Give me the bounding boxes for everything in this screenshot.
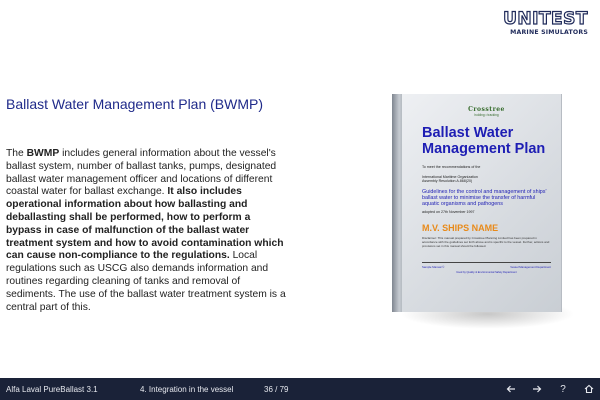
page-counter: 36 / 79 (264, 384, 289, 394)
cover-guideline: Guidelines for the control and management of ships' ballast water to minimise the transfer of harmful aquatic organisms and pathogens (422, 188, 547, 208)
bottom-nav-bar (0, 378, 600, 400)
nav-controls (504, 382, 596, 396)
logo-brand: UNITEST (503, 9, 588, 29)
help-icon[interactable]: ? (560, 383, 566, 395)
cover-intro: To meet the recommendations of the (422, 165, 481, 169)
text-run: Local regulations such as USCG also demands information and routines regarding cleaning of tanks and removal of sediments. The use of the ballast water treatment system is a central part of this. (6, 250, 286, 313)
cover-org-line2: Assembly Resolution A.868(20) (422, 179, 473, 184)
back-arrow-icon[interactable] (504, 382, 518, 396)
publisher-sub: holding • tracking (474, 113, 499, 117)
cover-divider (422, 262, 551, 263)
cover-title-line1: Ballast Water (422, 125, 514, 141)
cover-title (422, 125, 551, 157)
cover-org-line1: International Maritime Organization (422, 174, 478, 179)
text-run: The (6, 148, 27, 159)
bwmp-book-image (392, 94, 562, 329)
cover-adopted: adopted on 27th November 1997 (422, 210, 475, 215)
section-title: 4. Integration in the vessel (140, 384, 234, 394)
cover-foot-left: Sample Manual © (422, 265, 445, 270)
cover-ship-name: M.V. SHIPS NAME (422, 222, 499, 233)
text-run-bold: It also includes operational information about how ballasting and deballasting shall be performed, how to perform a bypass in case of malfunction of the ballast water treatment system and how to avoid contamination which can cause non-compliance to the regulations. (6, 186, 284, 262)
cover-disclaimer: Disclaimer: This manual prepared by Crosstree Planning Limited has been prepared in accordance with the guidelines set forth above and is specific to the vessel. Further, actions and provisions set in this manual should be followed. (422, 235, 550, 248)
cover-foot-center: Used by Quality & Environmental Safety Department (456, 271, 517, 275)
logo-tagline: MARINE SIMULATORS (510, 29, 588, 36)
publisher-logo: Crosstree (468, 106, 505, 113)
unitest-logo (498, 10, 588, 36)
page-title: Ballast Water Management Plan (BWMP) (6, 96, 264, 112)
body-paragraph (6, 148, 288, 314)
forward-arrow-icon[interactable] (530, 382, 544, 396)
book-cover (402, 94, 562, 312)
cover-foot-right: Vessel Management Department (510, 265, 551, 270)
home-icon[interactable] (582, 382, 596, 396)
cover-title-line2: Management Plan (422, 141, 546, 157)
course-title: Alfa Laval PureBallast 3.1 (6, 384, 98, 394)
cover-footer (422, 265, 551, 269)
text-run: includes general information about the vessel's ballast system, number of ballast tanks, pumps, designated ballast water management officer and locations of different coastal water for ballast exchange. (6, 148, 277, 198)
text-run-bold: BWMP (26, 148, 60, 159)
